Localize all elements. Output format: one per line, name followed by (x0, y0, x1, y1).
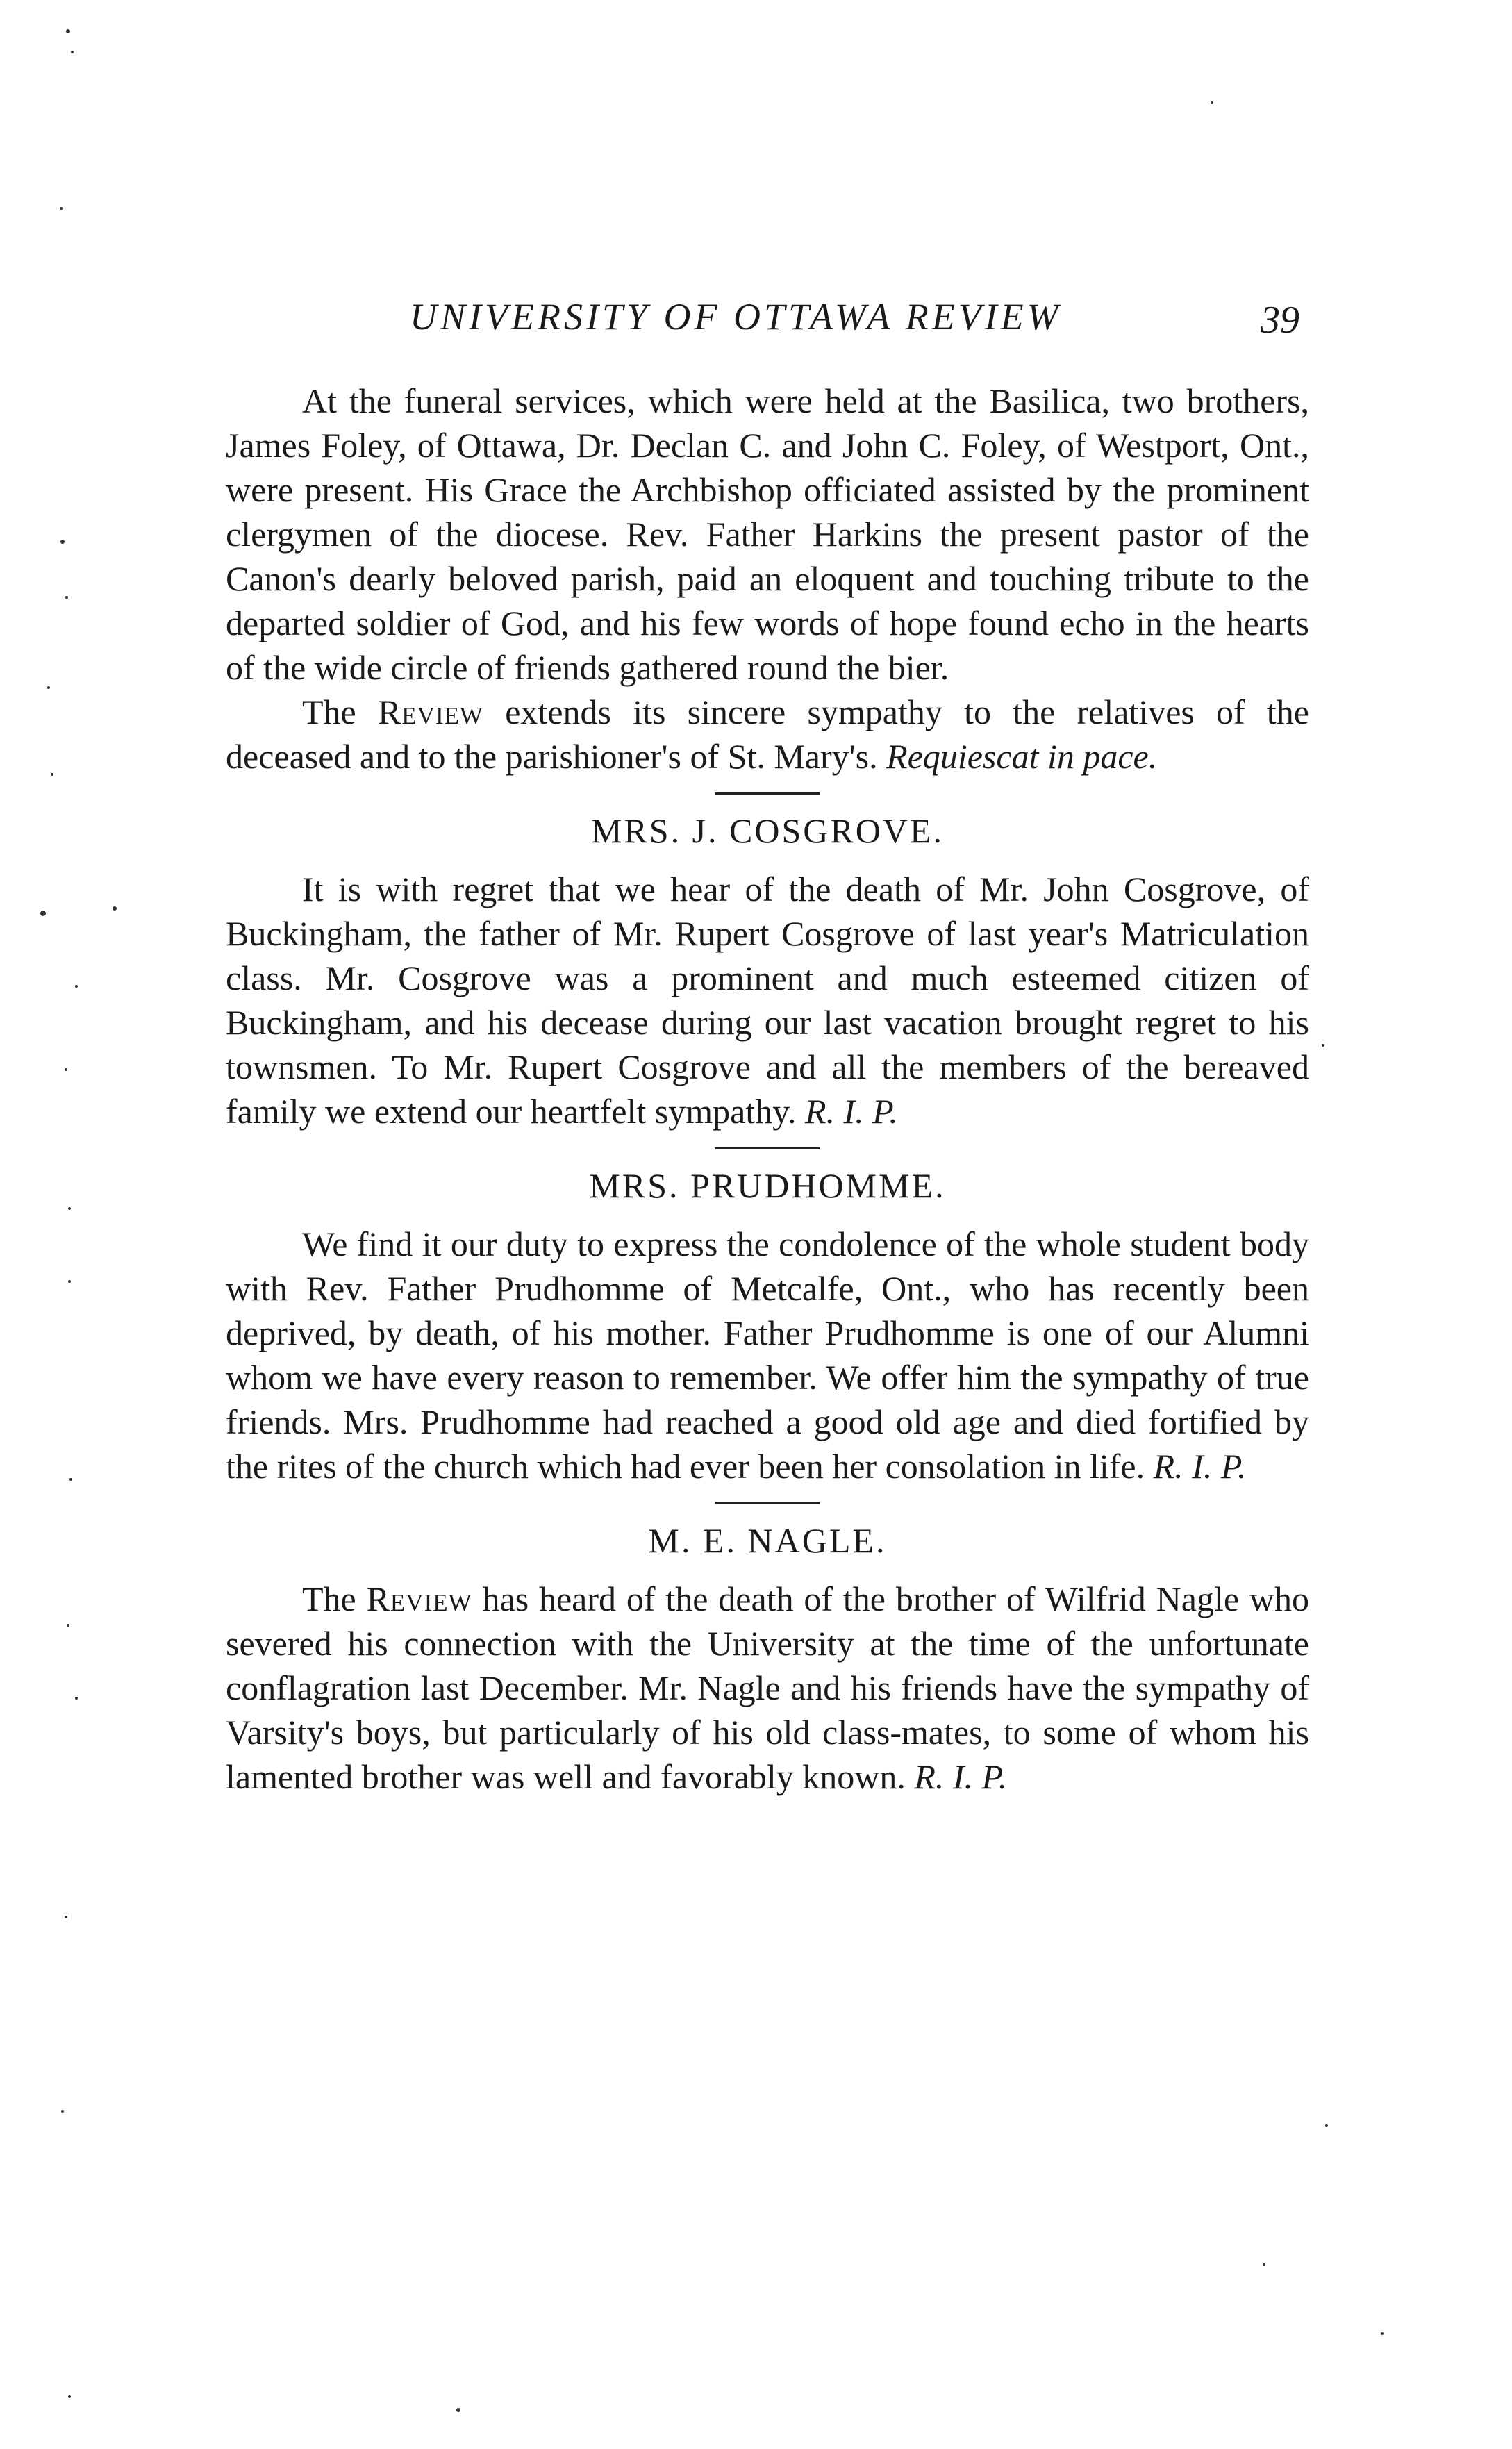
review-name: Review (366, 1579, 472, 1618)
sympathy-paragraph (226, 690, 1309, 779)
section-divider (715, 792, 820, 795)
nagle-text-start: The (302, 1579, 367, 1618)
sympathy-text-start: The (302, 692, 378, 731)
cosgrove-paragraph (226, 867, 1309, 1134)
funeral-paragraph: At the funeral services, which were held at the Basilica, two brothers, James Foley, of Ottawa, Dr. Declan C. and John C. Foley, of Westport, Ont., were present. His Grace the Archbishop officiated assisted by the prominent clergymen of the diocese. Rev. Father Harkins the present pastor of the Canon's dearly beloved parish, paid an eloquent and touching tribute to the departed soldier of God, and his few words of hope found echo in the hearts of the wide circle of friends gathered round the bier. (226, 381, 1309, 687)
rip-abbrev: R. I. P. (804, 1092, 898, 1131)
section-divider (715, 1147, 820, 1149)
page-header (0, 295, 1512, 344)
sympathy-text-mid: extends its sincere sympathy to the relatives of the deceased and to the parishioner's of St. Mary's. (226, 692, 1310, 776)
rip-abbrev: R. I. P. (914, 1757, 1008, 1796)
section-heading-prudhomme: MRS. PRUDHOMME. (589, 1166, 946, 1205)
rip-abbrev: R. I. P. (1153, 1447, 1247, 1486)
running-title: UNIVERSITY OF OTTAWA REVIEW (410, 296, 1062, 338)
nagle-paragraph (226, 1577, 1309, 1799)
section-heading-cosgrove: MRS. J. COSGROVE. (590, 811, 945, 850)
nagle-text-rest: has heard of the death of the brother of Wilfrid Nagle who severed his connection with the University at the time of the unfortunate conflagration last December. Mr. Nagle and his friends have the sympathy of Varsity's boys, but particularly of his old class-mates, to some of whom his lamented brother was well and favorably known. (226, 1579, 1309, 1796)
prudhomme-text: We find it our duty to express the condolence of the whole student body with Rev. Father Prudhomme of Metcalfe, Ont., who has recently been deprived, by death, of his mother. Father Prudhomme is one of our Alumni whom we have every reason to remember. We offer him the sympathy of true friends. Mrs. Prudhomme had reached a good old age and died fortified by the rites of the church which had ever been her consolation in life. (226, 1224, 1309, 1486)
text-column (226, 379, 1309, 1799)
prudhomme-paragraph (226, 1222, 1309, 1488)
page-number: 39 (1261, 299, 1299, 342)
requiescat-phrase: Requiescat in pace. (886, 737, 1158, 776)
section-divider (715, 1502, 820, 1504)
section-heading-nagle: M. E. NAGLE. (648, 1521, 887, 1560)
review-name: Review (377, 692, 484, 731)
cosgrove-text: It is with regret that we hear of the death of Mr. John Cosgrove, of Buckingham, the father of Mr. Rupert Cosgrove of last year's Matriculation class. Mr. Cosgrove was a prominent and much esteemed citizen of Buckingham, and his decease during our last vacation brought regret to his townsmen. To Mr. Rupert Cosgrove and all the members of the bereaved family we extend our heartfelt sympathy. (226, 870, 1309, 1131)
